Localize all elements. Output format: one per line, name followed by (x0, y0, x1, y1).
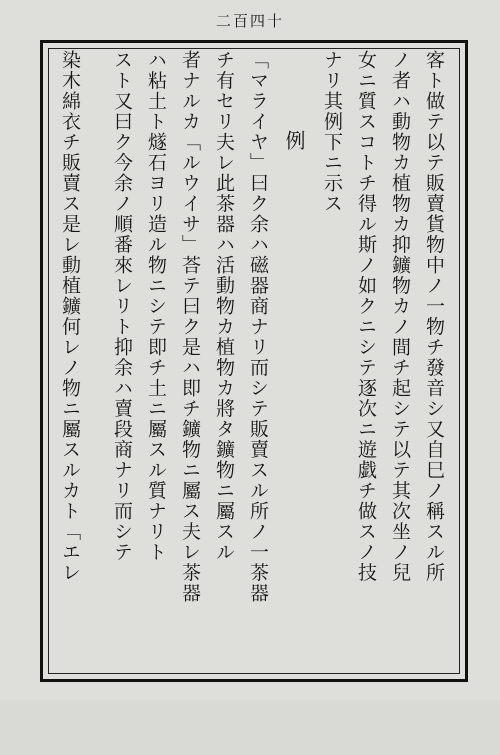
example-heading: 例 (282, 130, 306, 158)
text-column-7: チ有セリ夫レ此茶器ハ活動物カ植物カ將タ鑛物ニ屬スル (213, 50, 235, 563)
text-column-10: スト又曰ク今余ノ順番來レリト抑余ハ賣段商ナリ而シテ (111, 50, 133, 563)
text-column-2: ノ者ハ動物カ植物カ抑鑛物カノ間チ起シテ以テ其次坐ノ兒 (389, 50, 411, 583)
text-column-8: 者ナルカ「ルウイサ」荅テ曰ク是ハ即チ鑛物ニ屬ス夫レ茶器 (179, 50, 201, 604)
text-column-4: ナリ其例下ニ示ス (321, 50, 343, 214)
text-column-3: 女ニ質スコトチ得ル斯ノ如クニシテ逐次ニ遊戯チ做スノ技 (355, 50, 377, 583)
text-column-6: 「マライヤ」曰ク余ハ磁器商ナリ而シテ販賣スル所ノ一茶器 (247, 50, 269, 604)
text-column-1: 客ト做テ以テ販賣貨物中ノ一物チ發音シ又自巳ノ稱スル所 (423, 50, 445, 583)
page-number: 二百四十 (215, 12, 284, 30)
text-column-9: ハ粘土ト燧石ヨリ造ル物ニシテ即チ土ニ屬スル質ナリト (145, 50, 167, 563)
text-column-11: 染木綿衣チ販賣ス是レ動植鑛何レノ物ニ屬スルカト「エレ (59, 50, 81, 583)
